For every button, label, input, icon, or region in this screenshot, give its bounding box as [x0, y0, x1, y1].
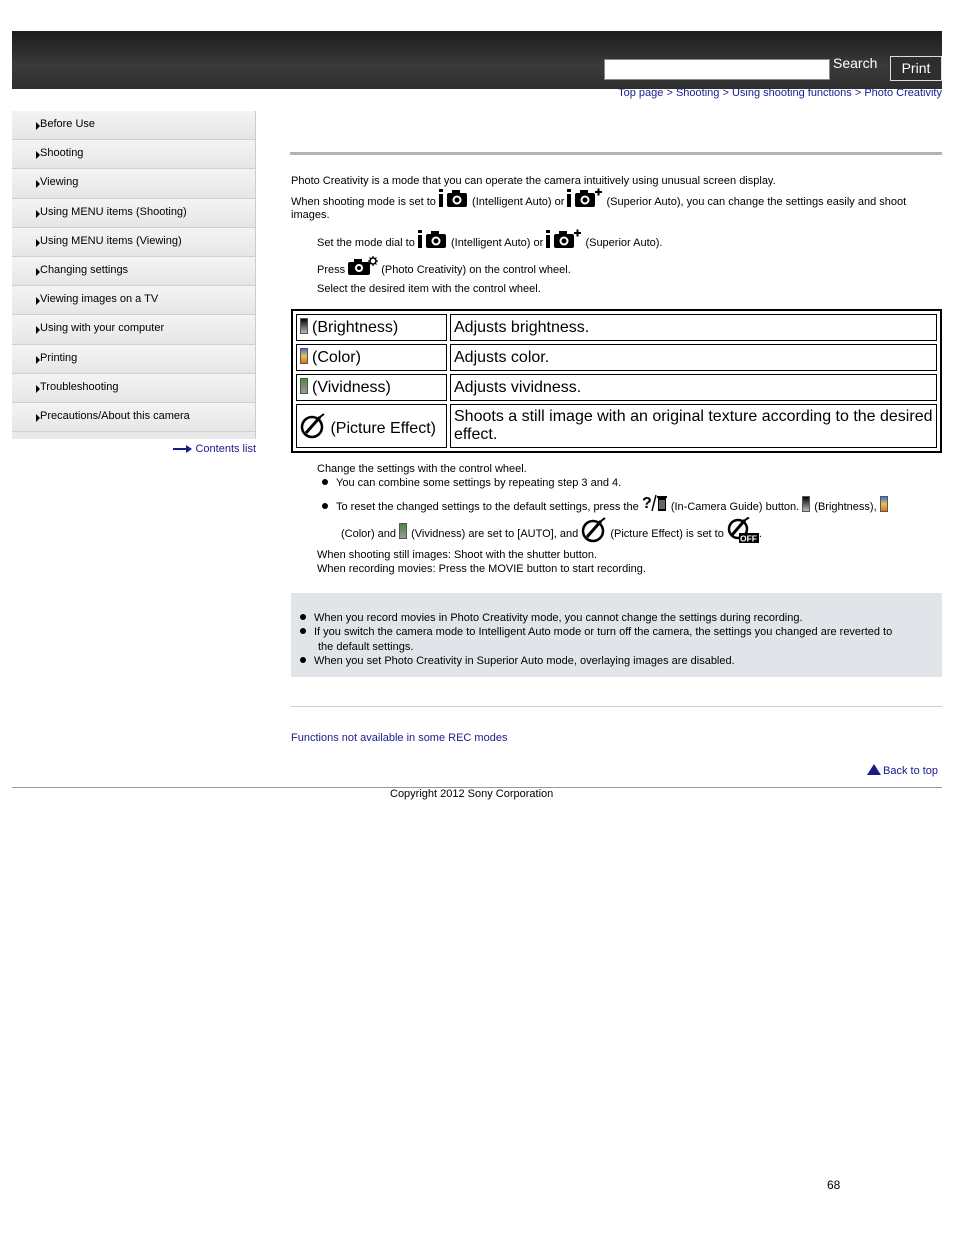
- breadcrumb-sep: >: [851, 87, 865, 99]
- arrow-right-icon: [36, 268, 40, 276]
- intro-line-2: [291, 188, 906, 208]
- table-cell-item: [296, 314, 447, 341]
- sidebar-item-shooting[interactable]: [12, 140, 255, 169]
- title-divider: [290, 152, 942, 155]
- note-item: [300, 655, 735, 667]
- table-cell-item: [296, 344, 447, 371]
- text: Press: [317, 264, 346, 276]
- vividness-icon: [399, 523, 407, 539]
- sidebar-item-label: Shooting: [40, 147, 84, 160]
- picture-effect-icon: [300, 413, 326, 439]
- text: (Brightness): [312, 319, 399, 336]
- text: (Superior Auto).: [585, 237, 663, 249]
- text: (Picture Effect) is set to: [610, 528, 724, 540]
- breadcrumb-top-page[interactable]: Top page: [618, 87, 664, 99]
- step-5: When shooting still images: Shoot with the shutter button.: [317, 549, 598, 561]
- text: (Picture Effect): [330, 420, 436, 437]
- brightness-icon: [300, 318, 308, 334]
- intro-text: Photo Creativity is a mode that you can operate the camera intuitively using unusual screen display.: [291, 175, 776, 187]
- text: When you set Photo Creativity in Superior Auto mode, overlaying images are disabled.: [314, 655, 735, 667]
- step-4: Change the settings with the control wheel.: [317, 463, 527, 475]
- text: (Photo Creativity) on the control wheel.: [381, 264, 571, 276]
- settings-table: [291, 309, 942, 453]
- arrow-right-icon: [36, 385, 40, 393]
- text: Set the mode dial to: [317, 237, 415, 249]
- sidebar-item-label: Using MENU items (Shooting): [40, 205, 187, 218]
- superior-auto-icon: [567, 188, 603, 208]
- arrow-right-icon: [173, 445, 193, 453]
- bullet-icon: [322, 503, 328, 509]
- note-item: [300, 612, 803, 624]
- bullet-icon: [300, 657, 306, 663]
- text: If you switch the camera mode to Intelligent Auto mode or turn off the camera, the settings you changed are reverted to: [314, 626, 893, 638]
- bullet-icon: [300, 628, 306, 634]
- table-cell-desc: Shoots a still image with an original texture according to the desired effect.: [450, 404, 937, 448]
- table-cell-item: [296, 374, 447, 401]
- table-cell-desc: Adjusts vividness.: [450, 374, 937, 401]
- sidebar-item-changing-settings[interactable]: [12, 257, 255, 286]
- arrow-right-icon: [36, 297, 40, 305]
- table-cell-item: [296, 404, 447, 448]
- text: When you record movies in Photo Creativity mode, you cannot change the settings during recording.: [314, 612, 803, 624]
- arrow-right-icon: [36, 180, 40, 188]
- sidebar-item-label: Printing: [40, 351, 78, 364]
- sidebar-item-label: Viewing images on a TV: [40, 293, 159, 306]
- bullet-icon: [322, 479, 328, 485]
- step-5b: When recording movies: Press the MOVIE button to start recording.: [317, 563, 646, 575]
- breadcrumb-using-shooting-functions[interactable]: Using shooting functions: [731, 87, 852, 99]
- print-button[interactable]: Print: [890, 56, 942, 81]
- arrow-up-icon: [867, 764, 881, 775]
- related-link[interactable]: Functions not available in some REC modes: [291, 732, 508, 744]
- step-4-note-1: [322, 477, 621, 489]
- arrow-right-icon: [36, 122, 40, 130]
- color-icon: [880, 496, 888, 512]
- sidebar-item-label: Using with your computer: [40, 322, 165, 335]
- intelligent-auto-icon: [439, 188, 469, 208]
- table-cell-desc: Adjusts color.: [450, 344, 937, 371]
- photo-creativity-icon: [348, 256, 378, 276]
- sidebar-item-menu-viewing[interactable]: [12, 228, 255, 257]
- sidebar-item-viewing[interactable]: [12, 169, 255, 198]
- sidebar-item-printing[interactable]: [12, 345, 255, 374]
- table-row: [296, 314, 937, 341]
- arrow-right-icon: [36, 151, 40, 159]
- step-3: Select the desired item with the control wheel.: [317, 283, 541, 295]
- picture-effect-icon: [581, 517, 607, 543]
- search-input[interactable]: [604, 59, 830, 80]
- step-2: [317, 256, 571, 276]
- step-1: [317, 229, 662, 249]
- text: (Intelligent Auto) or: [472, 196, 565, 208]
- sidebar-item-label: Viewing: [40, 176, 79, 189]
- text: You can combine some settings by repeating step 3 and 4.: [336, 477, 622, 489]
- arrow-right-icon: [36, 239, 40, 247]
- breadcrumb-photo-creativity[interactable]: Photo Creativity: [864, 87, 942, 99]
- sidebar-item-label: Precautions/About this camera: [40, 409, 190, 422]
- arrow-right-icon: [36, 356, 40, 364]
- text: Back to top: [883, 765, 939, 777]
- copyright: Copyright 2012 Sony Corporation: [390, 788, 554, 800]
- note-item-cont: the default settings.: [318, 641, 414, 653]
- sidebar-item-viewing-on-tv[interactable]: [12, 286, 255, 315]
- text: When shooting mode is set to: [291, 196, 436, 208]
- text: (Vividness) are set to [AUTO], and: [411, 528, 579, 540]
- contents-list-link[interactable]: [173, 443, 256, 455]
- note-item: [300, 626, 892, 638]
- breadcrumb-sep: >: [719, 87, 732, 99]
- color-icon: [300, 348, 308, 364]
- sidebar-item-label: Troubleshooting: [40, 380, 119, 393]
- text: To reset the changed settings to the default settings, press the: [336, 501, 639, 513]
- step-4-note-2-cont: [341, 517, 762, 543]
- table-row: [296, 404, 937, 448]
- text: (Color): [312, 349, 361, 366]
- superior-auto-icon: [546, 229, 582, 249]
- sidebar-item-label: Changing settings: [40, 263, 129, 276]
- search-button[interactable]: Search: [833, 55, 878, 71]
- arrow-right-icon: [36, 414, 40, 422]
- sidebar-nav: [12, 111, 256, 439]
- table-row: [296, 374, 937, 401]
- sidebar-item-precautions[interactable]: [12, 403, 255, 432]
- sidebar-item-computer[interactable]: [12, 315, 255, 344]
- contents-list-label: Contents list: [195, 443, 256, 455]
- svg-text:?: ?: [641, 495, 652, 512]
- intelligent-auto-icon: [418, 229, 448, 249]
- table-cell-desc: Adjusts brightness.: [450, 314, 937, 341]
- vividness-icon: [300, 378, 308, 394]
- breadcrumb: [618, 87, 942, 99]
- sidebar-item-menu-shooting[interactable]: [12, 199, 255, 228]
- sidebar-item-label: Using MENU items (Viewing): [40, 234, 182, 247]
- sidebar-item-label: Before Use: [40, 118, 96, 130]
- section-divider: [291, 706, 942, 707]
- text: (Brightness),: [814, 501, 877, 513]
- arrow-right-icon: [36, 210, 40, 218]
- sidebar-item-troubleshooting[interactable]: [12, 374, 255, 403]
- step-4-note-2: [322, 493, 892, 513]
- svg-text:OFF: OFF: [739, 533, 757, 543]
- back-to-top-link[interactable]: [867, 764, 938, 777]
- breadcrumb-shooting[interactable]: Shooting: [675, 87, 720, 99]
- sidebar-item-before-use[interactable]: [12, 111, 255, 140]
- intro-line-2-wrap: images.: [291, 209, 330, 221]
- bullet-icon: [300, 614, 306, 620]
- text: .: [758, 528, 762, 540]
- breadcrumb-sep: >: [663, 87, 676, 99]
- table-row: [296, 344, 937, 371]
- text: (Superior Auto), you can change the settings easily and shoot: [606, 196, 907, 208]
- text: (Vividness): [312, 379, 391, 396]
- page-number: 68: [827, 1178, 841, 1192]
- text: (Color) and: [341, 528, 397, 540]
- text: (Intelligent Auto) or: [450, 237, 544, 249]
- arrow-right-icon: [36, 326, 40, 334]
- brightness-icon: [802, 496, 810, 512]
- in-camera-guide-icon: [642, 493, 668, 513]
- text: (In-Camera Guide) button.: [670, 501, 800, 513]
- picture-effect-off-icon: [727, 517, 759, 543]
